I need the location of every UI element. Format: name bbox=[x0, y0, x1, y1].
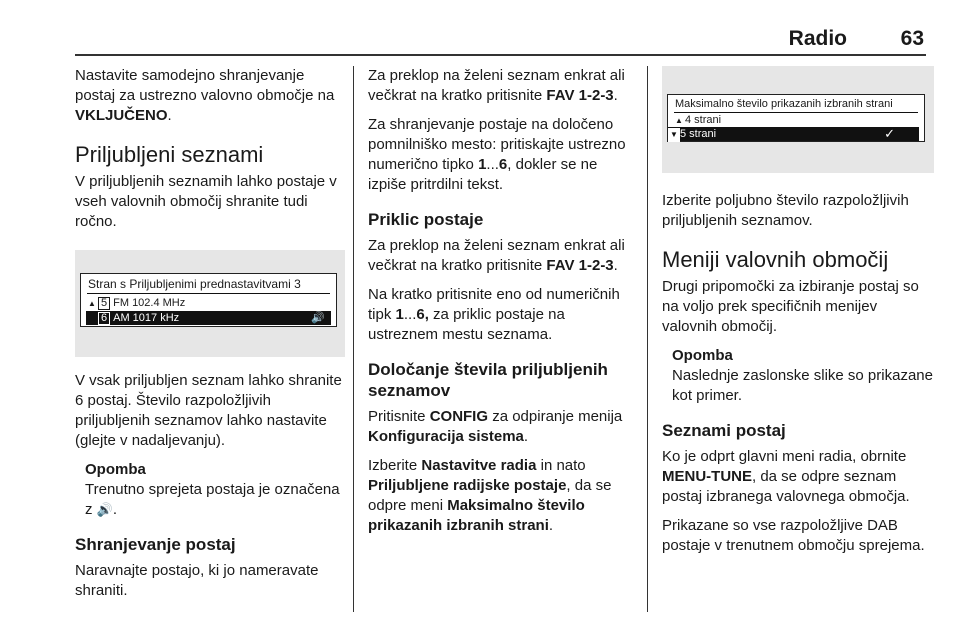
paragraph: Pritisnite CONFIG za odpiranje menija Konfiguracija sistema. bbox=[368, 408, 623, 445]
header-rule bbox=[75, 54, 926, 56]
note-title: Opomba bbox=[672, 347, 733, 364]
note-title: Opomba bbox=[85, 461, 146, 478]
favorites-screen-illustration bbox=[75, 250, 345, 357]
paragraph: Za preklop na želeni seznam enkrat ali večkrat na kratko pritisnite FAV 1-2-3. bbox=[368, 67, 625, 104]
arrow-up-icon: ▲ bbox=[675, 116, 683, 125]
paragraph: Drugi pripomočki za izbiranje postaj so na voljo prek specifičnih menijev valovnih območij. bbox=[662, 278, 919, 335]
paragraph: Za shranjevanje postaje na določeno pomnilniško mesto: pritiskajte ustrezno numerično tipko 1...6, dokler se ne izpiše pritrdilni tekst. bbox=[368, 116, 626, 193]
arrow-down-icon: ▼ bbox=[668, 128, 680, 142]
note-text: Naslednje zaslonske slike so prikazane kot primer. bbox=[672, 367, 933, 404]
column-divider bbox=[647, 66, 648, 612]
paragraph: Prikazane so vse razpoložljive DAB postaje v trenutnem območju sprejema. bbox=[662, 517, 925, 554]
paragraph: Izberite poljubno število razpoložljivih priljubljenih seznamov. bbox=[662, 192, 909, 229]
preset-row: ▲ 5 FM 102.4 MHz bbox=[86, 296, 331, 310]
column-1 bbox=[75, 66, 345, 610]
header-title: Radio bbox=[788, 27, 847, 50]
page-header bbox=[0, 0, 960, 56]
note-block bbox=[662, 346, 934, 406]
preset-row-selected: 6 AM 1017 kHz 🔊 bbox=[86, 311, 331, 325]
favorites-paragraph: V priljubljenih seznamih lahko postaje v vseh valovnih območij shranite tudi ročno. bbox=[75, 173, 337, 230]
radio-display bbox=[667, 94, 925, 142]
radio-display bbox=[80, 273, 337, 327]
screen-title: Maksimalno število prikazanih izbranih strani bbox=[675, 98, 893, 110]
note-text: Trenutno sprejeta postaja je označena z 🔊. bbox=[85, 481, 340, 518]
check-icon: ✓ bbox=[884, 126, 895, 141]
intro-paragraph: Nastavite samodejno shranjevanje postaj za ustrezno valovno območje na VKLJUČENO. bbox=[75, 67, 335, 124]
paragraph: Na kratko pritisnite eno od numeričnih tipk 1...6, za priklic postaje na ustreznem mestu seznama. bbox=[368, 286, 620, 343]
paragraph: Izberite Nastavitve radia in nato Priljubljene radijske postaje, da se odpre meni Maksimalno število prikazanih izbranih strani. bbox=[368, 457, 612, 534]
menu-row-selected: ▼ 5 strani ✓ bbox=[668, 127, 919, 141]
section-heading-count: Določanje števila priljubljenih seznamov bbox=[368, 360, 608, 400]
menu-row: ▲ 4 strani bbox=[673, 113, 919, 127]
column-2 bbox=[368, 66, 638, 545]
column-3 bbox=[662, 66, 934, 565]
column-divider bbox=[353, 66, 354, 612]
section-heading-bands: Meniji valovnih območij bbox=[662, 247, 889, 272]
section-heading-store: Shranjevanje postaj bbox=[75, 535, 236, 554]
pages-screen-illustration bbox=[662, 66, 934, 173]
speaker-icon: 🔊 bbox=[96, 502, 113, 517]
screen-title: Stran s Priljubljenimi prednastavitvami 3 bbox=[88, 277, 301, 291]
section-heading-lists: Seznami postaj bbox=[662, 421, 786, 440]
speaker-icon: 🔊 bbox=[311, 312, 325, 324]
paragraph: Ko je odprt glavni meni radia, obrnite MENU-TUNE, da se odpre seznam postaj izbranega valovnega območja. bbox=[662, 448, 910, 505]
section-heading-recall: Priklic postaje bbox=[368, 210, 484, 229]
note-block bbox=[75, 460, 345, 520]
arrow-up-icon: ▲ bbox=[88, 299, 96, 308]
paragraph: Za preklop na želeni seznam enkrat ali večkrat na kratko pritisnite FAV 1-2-3. bbox=[368, 237, 625, 274]
store-paragraph: Naravnajte postajo, ki jo nameravate shraniti. bbox=[75, 562, 319, 599]
page-number: 63 bbox=[900, 27, 924, 50]
section-heading-favorites: Priljubljeni seznami bbox=[75, 142, 264, 167]
stations-paragraph: V vsak priljubljen seznam lahko shranite 6 postaj. Število razpoložljivih priljubljenih seznamov lahko nastavite (glejte v nadaljevanju). bbox=[75, 372, 342, 449]
